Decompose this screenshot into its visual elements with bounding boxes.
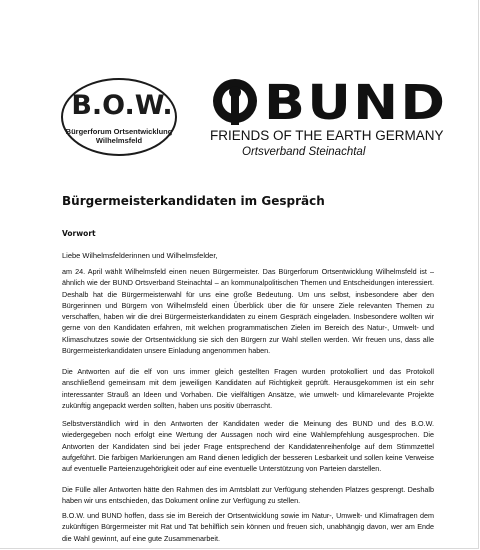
bund-wordmark: BUND [264, 75, 448, 131]
paragraph: Die Antworten auf die elf von uns immer gleich gestellten Fragen wurden protokolliert und das Protokoll anschließend gemeinsam mit dem jeweiligen Kandidaten auf Richtigkeit geprüft. Herausgekommen ist ein sehr interessanter Strauß an Ideen und Vorhaben. Die vielfältigen Ansätze, wie umwelt- und klimarelevante Projekte zukünftig angepackt werden sollten, haben uns positiv überrascht. [62, 367, 434, 410]
bow-logo-subtitle-line2: Wilhelmsfeld [95, 136, 143, 145]
bund-tagline: FRIENDS OF THE EARTH GERMANY [210, 128, 444, 143]
document-title: Bürgermeisterkandidaten im Gespräch [62, 194, 325, 208]
bow-logo [58, 78, 180, 160]
section-heading: Vorwort [62, 229, 96, 238]
bow-logo-letters: B.O.W. [71, 90, 173, 121]
paragraph: Selbstverständlich wird in den Antworten der Kandidaten weder die Meinung des BUND und des B.O.W. wiedergegeben noch erfolgt eine Wertung der Aussagen noch wird eine Wahlempfehlung ausgesprochen. Die Antworten der Kandidaten sind bei jeder Frage entsprechend der Kandidatenreihenfolge auf dem Stimmzettel aufgeführt. Die farbigen Markierungen am Rand dienen lediglich der besseren Lesbarkeit und sollen keine Verweise auf eventuelle Parteienzugehörigkeit oder auf eine eventuelle Unterstützung von Parteien darstellen. [62, 419, 434, 474]
bund-logo [210, 73, 470, 163]
bund-emblem-icon [210, 75, 260, 127]
paragraph: am 24. April wählt Wilhelmsfeld einen neuen Bürgermeister. Das Bürgerforum Ortsentwicklung Wilhelmsfeld ist – ähnlich wie der BUND Ortsverband Steinachtal – an kommunalpolitischen Themen und Entscheidungen interessiert. Deshalb hat die Bürgermeisterwahl für uns eine große Bedeutung. Um uns selbst, insbesondere aber den Bürgerinnen und Bürgern von Wilhelmsfeld einen Überblick über die für unsere Ziele relevanten Themen zu verschaffen, haben wir die drei Bürgermeisterkandidaten zu einem Gespräch eingeladen. Insbesondere wollten wir gerne von den Kandidaten erfahren, mit welchen programmatischen Zielen im Bereich des Natur-, Umwelt- und Klimaschutzes sowie der Ortsentwicklung sie sich den Bürgern zur Wahl stellen werden. Wir freuen uns, dass alle Bürgermeisterkandidaten unsere Einladung angenommen haben. [62, 267, 434, 356]
bow-logo-subtitle-line1: Bürgerforum Ortsentwicklung [65, 127, 173, 136]
paragraph: B.O.W. und BUND hoffen, dass sie im Bereich der Ortsentwicklung sowie im Natur-, Umwelt- und Klimafragen dem zukünftigen Bürgermeister mit Rat und Tat behilflich sein können und freuen sich, unabhängig davon, wer am Ende die Wahl gewinnt, auf eine gute Zusammenarbeit. [62, 511, 434, 543]
bund-branch-name: Ortsverband Steinachtal [242, 146, 366, 158]
salutation: Liebe Wilhelmsfelderinnen und Wilhelmsfelder, [62, 251, 218, 260]
paragraph: Die Fülle aller Antworten hätte den Rahmen des im Amtsblatt zur Verfügung stehenden Platzes gesprengt. Deshalb haben wir uns entschieden, das Dokument online zur Verfügung zu stellen. [62, 485, 434, 506]
